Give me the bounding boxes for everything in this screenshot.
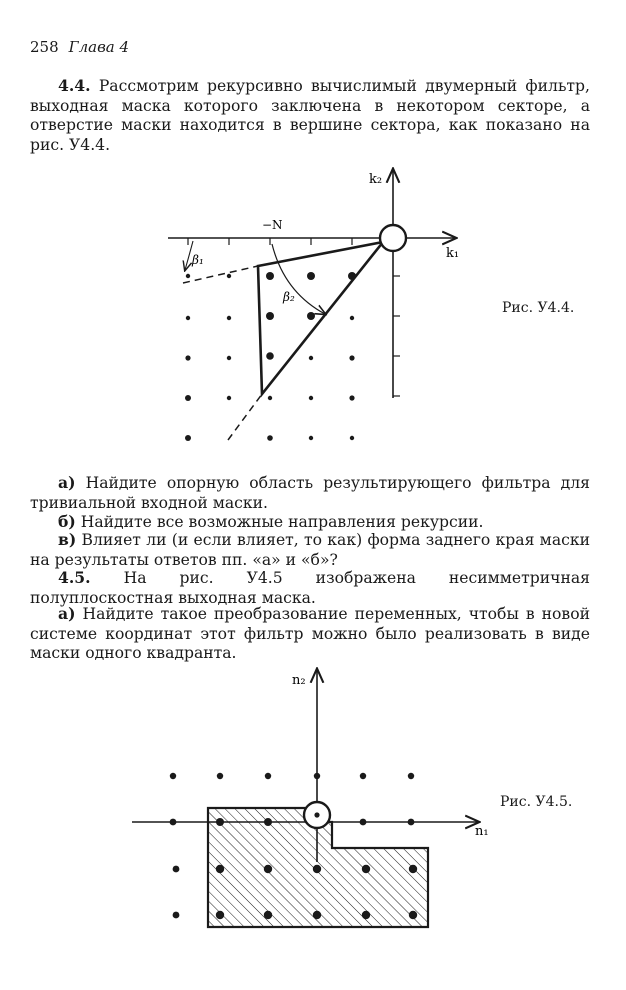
question-label: а) — [58, 473, 76, 492]
question-label: а) — [58, 604, 76, 623]
problem-4-5-text: На рис. У4.5 изображена несимметричная полуплоскостная выходная маска. — [30, 569, 590, 607]
question-text: Найдите опорную область результирующего фильтра для тривиальной входной маски. — [30, 474, 590, 512]
origin-point — [314, 812, 319, 817]
label-k2: k₂ — [369, 172, 383, 187]
question-text: Найдите все возможные направления рекурсии. — [80, 513, 484, 531]
problem-4-4-text: Рассмотрим рекурсивно вычислимый двумерный фильтр, выходная маска которого заключена в некотором секторе, а отверстие маски находится в вершине сектора, как показано на рис. У4.4. — [30, 77, 590, 154]
sector-boundary-beta1 — [183, 266, 258, 283]
figure-4-4 — [160, 165, 460, 455]
k1-ticks — [188, 238, 352, 245]
k2-ticks — [393, 276, 400, 396]
question-label: в) — [58, 530, 77, 549]
question-4-5-a — [30, 604, 590, 664]
label-minus-n: −N — [262, 218, 283, 232]
label-beta2: β₂ — [283, 290, 295, 304]
problem-4-4-number: 4.4. — [58, 76, 91, 95]
sector-boundary-beta2 — [228, 394, 262, 440]
problem-4-4 — [30, 76, 590, 155]
label-n1: n₁ — [475, 824, 489, 839]
figure-4-4-caption: Рис. У4.4. — [502, 300, 575, 316]
question-label: б) — [58, 512, 76, 531]
page-number: 258 — [30, 38, 59, 56]
figure-4-5-caption: Рис. У4.5. — [500, 794, 573, 810]
problem-4-5-number: 4.5. — [58, 568, 91, 587]
question-4-4-c — [30, 530, 590, 570]
label-n2: n₂ — [292, 673, 306, 688]
mask-points — [266, 272, 356, 360]
question-4-4-a — [30, 473, 590, 513]
mask-hole — [380, 225, 406, 251]
question-text: Найдите такое преобразование переменных, чтобы в новой системе координат этот фильтр можно было реализовать в виде маски одного квадранта. — [30, 605, 590, 662]
label-k1: k₁ — [446, 246, 460, 261]
question-text: Влияет ли (и если влияет, то как) форма заднего края маски на результаты ответов пп. «а» и «б»? — [30, 531, 590, 569]
problem-4-5 — [30, 568, 590, 608]
label-beta1: β₁ — [192, 253, 204, 267]
chapter-title: Глава 4 — [68, 38, 130, 56]
figure-4-5 — [125, 665, 495, 945]
page-header — [30, 38, 129, 56]
mask-triangle — [258, 242, 383, 394]
